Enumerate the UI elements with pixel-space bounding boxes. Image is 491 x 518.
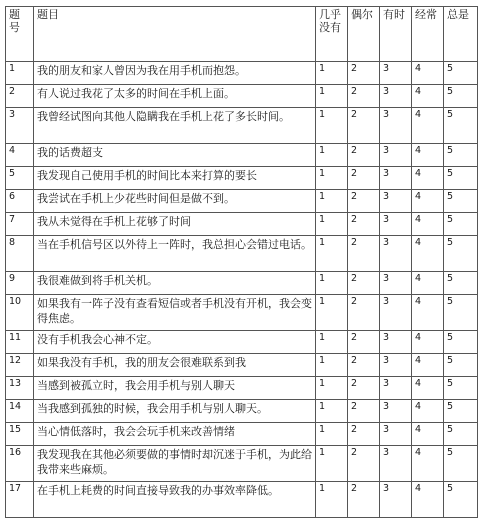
question-number: 11 bbox=[6, 331, 34, 354]
score-cell: 4 bbox=[412, 295, 444, 331]
table-row bbox=[6, 446, 478, 482]
score-cell: 2 bbox=[348, 144, 380, 167]
table-row bbox=[6, 272, 478, 295]
score-cell: 2 bbox=[348, 236, 380, 272]
question-number: 4 bbox=[6, 144, 34, 167]
score-cell: 2 bbox=[348, 400, 380, 423]
question-number: 9 bbox=[6, 272, 34, 295]
table-row bbox=[6, 377, 478, 400]
score-cell: 5 bbox=[444, 482, 478, 518]
question-number: 8 bbox=[6, 236, 34, 272]
score-cell: 4 bbox=[412, 377, 444, 400]
score-cell: 2 bbox=[348, 482, 380, 518]
score-cell: 2 bbox=[348, 331, 380, 354]
score-cell: 2 bbox=[348, 167, 380, 190]
table-row bbox=[6, 400, 478, 423]
score-cell: 1 bbox=[316, 108, 348, 144]
question-text: 当我感到孤独的时候，我会用手机与别人聊天。 bbox=[34, 400, 316, 423]
score-cell: 3 bbox=[380, 423, 412, 446]
table-row bbox=[6, 423, 478, 446]
score-cell: 3 bbox=[380, 446, 412, 482]
score-cell: 3 bbox=[380, 354, 412, 377]
score-cell: 1 bbox=[316, 400, 348, 423]
score-cell: 2 bbox=[348, 213, 380, 236]
score-cell: 1 bbox=[316, 295, 348, 331]
question-number: 10 bbox=[6, 295, 34, 331]
question-text: 如果我没有手机，我的朋友会很难联系到我 bbox=[34, 354, 316, 377]
score-cell: 5 bbox=[444, 108, 478, 144]
score-cell: 1 bbox=[316, 423, 348, 446]
score-cell: 3 bbox=[380, 377, 412, 400]
score-cell: 1 bbox=[316, 236, 348, 272]
score-cell: 5 bbox=[444, 190, 478, 213]
score-cell: 1 bbox=[316, 62, 348, 85]
score-cell: 2 bbox=[348, 295, 380, 331]
score-cell: 5 bbox=[444, 62, 478, 85]
score-cell: 1 bbox=[316, 354, 348, 377]
score-cell: 2 bbox=[348, 85, 380, 108]
header-option-often: 经常 bbox=[412, 7, 444, 62]
question-number: 13 bbox=[6, 377, 34, 400]
question-text: 有人说过我花了太多的时间在手机上面。 bbox=[34, 85, 316, 108]
score-cell: 2 bbox=[348, 190, 380, 213]
score-cell: 1 bbox=[316, 377, 348, 400]
score-cell: 5 bbox=[444, 423, 478, 446]
question-text: 我很难做到将手机关机。 bbox=[34, 272, 316, 295]
score-cell: 5 bbox=[444, 236, 478, 272]
score-cell: 4 bbox=[412, 85, 444, 108]
score-cell: 5 bbox=[444, 85, 478, 108]
score-cell: 3 bbox=[380, 190, 412, 213]
question-text: 我的话费超支 bbox=[34, 144, 316, 167]
score-cell: 4 bbox=[412, 423, 444, 446]
score-cell: 4 bbox=[412, 144, 444, 167]
table-row bbox=[6, 190, 478, 213]
table-row bbox=[6, 144, 478, 167]
question-number: 3 bbox=[6, 108, 34, 144]
table-row bbox=[6, 236, 478, 272]
score-cell: 4 bbox=[412, 62, 444, 85]
header-row bbox=[6, 7, 478, 62]
table-row bbox=[6, 354, 478, 377]
question-text: 我发现自己使用手机的时间比本来打算的要长 bbox=[34, 167, 316, 190]
score-cell: 4 bbox=[412, 331, 444, 354]
score-cell: 4 bbox=[412, 190, 444, 213]
score-cell: 4 bbox=[412, 482, 444, 518]
header-option-occasionally: 偶尔 bbox=[348, 7, 380, 62]
score-cell: 3 bbox=[380, 295, 412, 331]
score-cell: 1 bbox=[316, 482, 348, 518]
question-number: 6 bbox=[6, 190, 34, 213]
score-cell: 1 bbox=[316, 167, 348, 190]
table-row bbox=[6, 167, 478, 190]
question-text: 当感到被孤立时，我会用手机与别人聊天 bbox=[34, 377, 316, 400]
table-row bbox=[6, 85, 478, 108]
question-text: 当在手机信号区以外待上一阵时，我总担心会错过电话。 bbox=[34, 236, 316, 272]
question-number: 16 bbox=[6, 446, 34, 482]
table-row bbox=[6, 213, 478, 236]
score-cell: 4 bbox=[412, 400, 444, 423]
table-row bbox=[6, 482, 478, 518]
score-cell: 3 bbox=[380, 85, 412, 108]
score-cell: 5 bbox=[444, 167, 478, 190]
score-cell: 2 bbox=[348, 354, 380, 377]
score-cell: 4 bbox=[412, 108, 444, 144]
question-text: 没有手机我会心神不定。 bbox=[34, 331, 316, 354]
question-number: 2 bbox=[6, 85, 34, 108]
score-cell: 2 bbox=[348, 62, 380, 85]
score-cell: 1 bbox=[316, 190, 348, 213]
question-text: 我发现我在其他必须要做的事情时却沉迷于手机，为此给我带来些麻烦。 bbox=[34, 446, 316, 482]
score-cell: 1 bbox=[316, 272, 348, 295]
question-number: 15 bbox=[6, 423, 34, 446]
question-number: 12 bbox=[6, 354, 34, 377]
question-number: 5 bbox=[6, 167, 34, 190]
question-number: 7 bbox=[6, 213, 34, 236]
score-cell: 1 bbox=[316, 144, 348, 167]
table-row bbox=[6, 62, 478, 85]
score-cell: 3 bbox=[380, 400, 412, 423]
score-cell: 3 bbox=[380, 482, 412, 518]
question-text: 在手机上耗费的时间直接导致我的办事效率降低。 bbox=[34, 482, 316, 518]
score-cell: 3 bbox=[380, 108, 412, 144]
score-cell: 5 bbox=[444, 144, 478, 167]
question-number: 14 bbox=[6, 400, 34, 423]
question-text: 如果我有一阵子没有查看短信或者手机没有开机，我会变得焦虑。 bbox=[34, 295, 316, 331]
score-cell: 5 bbox=[444, 295, 478, 331]
score-cell: 2 bbox=[348, 272, 380, 295]
question-text: 我尝试在手机上少花些时间但是做不到。 bbox=[34, 190, 316, 213]
header-option-always: 总是 bbox=[444, 7, 478, 62]
score-cell: 5 bbox=[444, 213, 478, 236]
score-cell: 5 bbox=[444, 272, 478, 295]
score-cell: 4 bbox=[412, 236, 444, 272]
score-cell: 4 bbox=[412, 272, 444, 295]
question-text: 我曾经试图向其他人隐瞒我在手机上花了多长时间。 bbox=[34, 108, 316, 144]
survey-table bbox=[5, 6, 478, 518]
header-option-sometimes: 有时 bbox=[380, 7, 412, 62]
score-cell: 5 bbox=[444, 354, 478, 377]
score-cell: 5 bbox=[444, 377, 478, 400]
score-cell: 5 bbox=[444, 446, 478, 482]
score-cell: 5 bbox=[444, 400, 478, 423]
question-text: 我从未觉得在手机上花够了时间 bbox=[34, 213, 316, 236]
question-text: 我的朋友和家人曾因为我在用手机而抱怨。 bbox=[34, 62, 316, 85]
score-cell: 4 bbox=[412, 167, 444, 190]
header-option-never: 几乎没有 bbox=[316, 7, 348, 62]
header-number: 题号 bbox=[6, 7, 34, 62]
score-cell: 4 bbox=[412, 446, 444, 482]
score-cell: 3 bbox=[380, 331, 412, 354]
score-cell: 2 bbox=[348, 377, 380, 400]
table-row bbox=[6, 295, 478, 331]
score-cell: 3 bbox=[380, 272, 412, 295]
score-cell: 1 bbox=[316, 213, 348, 236]
question-number: 17 bbox=[6, 482, 34, 518]
score-cell: 5 bbox=[444, 331, 478, 354]
table-row bbox=[6, 331, 478, 354]
score-cell: 4 bbox=[412, 213, 444, 236]
question-number: 1 bbox=[6, 62, 34, 85]
score-cell: 1 bbox=[316, 446, 348, 482]
question-text: 当心情低落时，我会会玩手机来改善情绪 bbox=[34, 423, 316, 446]
score-cell: 2 bbox=[348, 108, 380, 144]
score-cell: 3 bbox=[380, 167, 412, 190]
score-cell: 3 bbox=[380, 62, 412, 85]
table-row bbox=[6, 108, 478, 144]
score-cell: 2 bbox=[348, 446, 380, 482]
header-question: 题目 bbox=[34, 7, 316, 62]
score-cell: 3 bbox=[380, 213, 412, 236]
score-cell: 1 bbox=[316, 85, 348, 108]
score-cell: 2 bbox=[348, 423, 380, 446]
score-cell: 4 bbox=[412, 354, 444, 377]
score-cell: 3 bbox=[380, 236, 412, 272]
score-cell: 3 bbox=[380, 144, 412, 167]
score-cell: 1 bbox=[316, 331, 348, 354]
